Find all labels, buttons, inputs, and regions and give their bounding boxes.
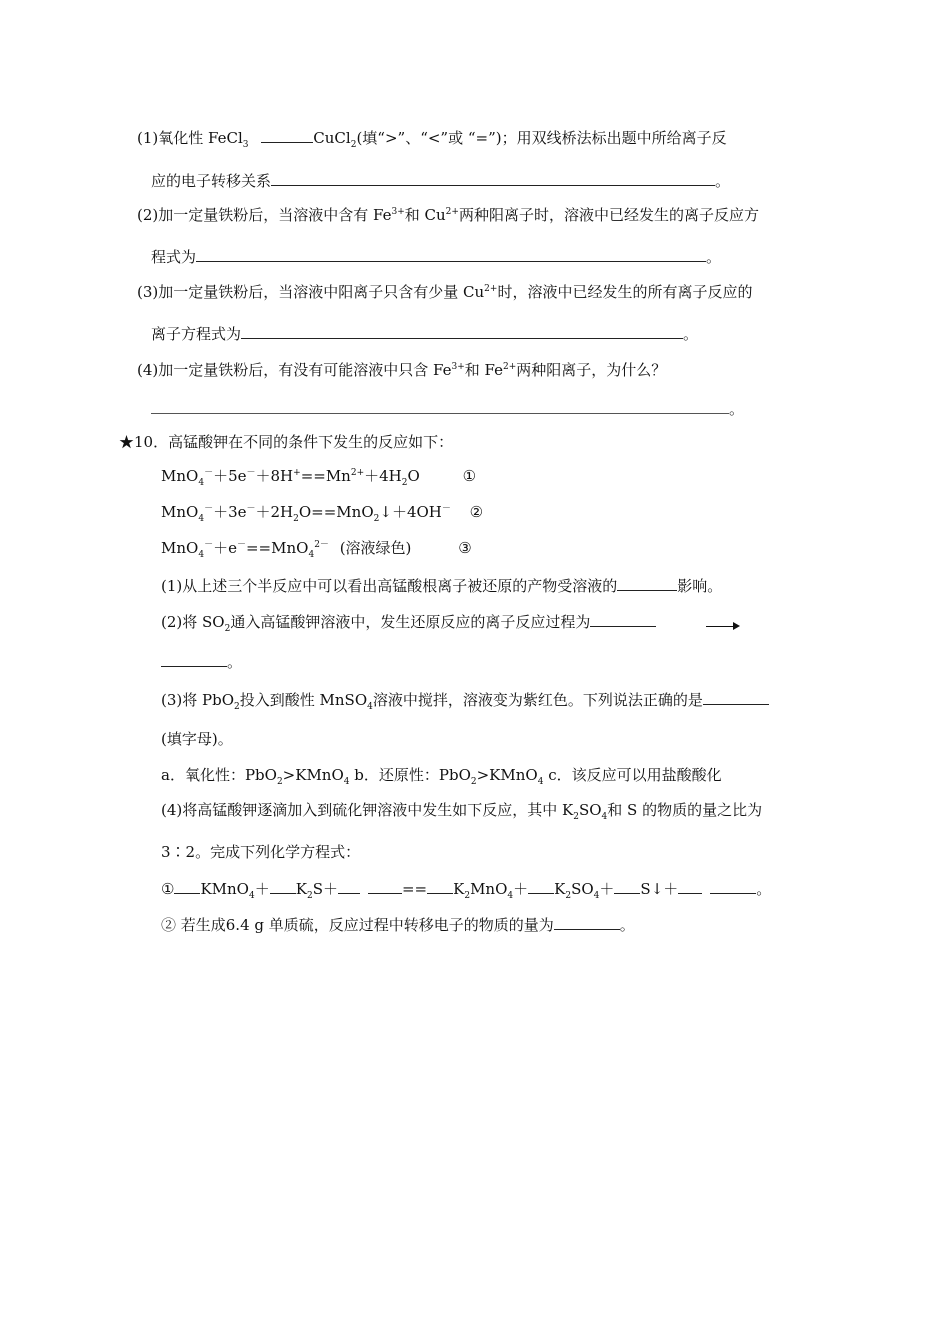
q9-part3-line1: (3)加一定量铁粉后，当溶液中阳离子只含有少量 $Cu^{2+}$时，溶液中已经发生的所有离子反应的: [137, 283, 753, 301]
equation-3: MnO$_4$－＋e－==MnO$_4^{2-}$ (溶液绿色) ③: [161, 539, 472, 560]
coef-blank[interactable]: [174, 878, 200, 894]
q10-sub3: (3)将 PbO$_2$投入到酸性 MnSO$_4$溶液中搅拌，溶液变为紫红色。下列说法正确的是: [161, 689, 769, 710]
q10-sub2: (2)将 $SO_2$通入高锰酸钾溶液中，发生还原反应的离子反应过程为: [161, 611, 656, 632]
q9-part4-line1: (4)加一定量铁粉后，有没有可能溶液中只含 $Fe^{3+}$和 $Fe^{2+}$两种阳离子，为什么？: [137, 361, 667, 379]
coef-blank[interactable]: [338, 878, 360, 894]
coef-blank[interactable]: [614, 878, 640, 894]
equation-2: $MnO_4^-+3e^-+2H_2O==MnO_2↓+4OH^-$ ②: [161, 503, 484, 524]
answer-blank[interactable]: [617, 575, 677, 591]
answer-blank[interactable]: [161, 651, 227, 667]
q9-part3-line2: 离子方程式为 。: [151, 325, 699, 343]
reaction-arrow: [706, 626, 738, 627]
q9-part4-line2: 。: [151, 398, 744, 419]
q10-sub2-cont: 。: [161, 651, 242, 672]
q10-sub5: ② 若生成6.4 g 单质硫，反应过程中转移电子的物质的量为 。: [161, 916, 635, 934]
coef-blank[interactable]: [427, 878, 453, 894]
blank[interactable]: [261, 127, 313, 143]
equation-number: ①: [462, 467, 477, 485]
coef-blank[interactable]: [528, 878, 554, 894]
answer-blank[interactable]: [554, 914, 620, 930]
q10-sub4: (4)将高锰酸钾逐滴加入到硫化钾溶液中发生如下反应，其中 $K_2SO_4$和 S 的物质的量之比为: [161, 801, 763, 822]
q10-sub3-cont: (填字母)。: [161, 730, 233, 748]
answer-blank[interactable]: [151, 398, 729, 414]
coef-blank[interactable]: [678, 878, 702, 894]
q10-sub4-cont: 3∶2。完成下列化学方程式：: [161, 843, 361, 861]
answer-blank[interactable]: [196, 246, 706, 262]
coef-blank[interactable]: [270, 878, 296, 894]
q9-part2-line1: (2)加一定量铁粉后，当溶液中含有 $Fe^{3+}$和 $Cu^{2+}$两种阳离子时，溶液中已经发生的离子反应方: [137, 206, 759, 224]
answer-blank[interactable]: [703, 689, 769, 705]
answer-blank[interactable]: [241, 323, 683, 339]
q10-sub1: (1)从上述三个半反应中可以看出高锰酸根离子被还原的产物受溶液的 影响。: [161, 577, 723, 595]
equation-number: ②: [469, 503, 484, 521]
q9-part1-line1: (1)氧化性 FeCl$_3$ CuCl$_2$(填“>”、“<”或 “=”)；用双线桥法标出题中所给离子反: [137, 129, 727, 150]
equation-number: ③: [458, 539, 472, 557]
species-blank[interactable]: [368, 878, 402, 894]
balance-equation: ① KMnO$_4$＋ $K_2S+ == K_2MnO_4+ K_2SO_4+$ S↓＋ 。: [161, 880, 772, 901]
answer-blank[interactable]: [271, 170, 715, 186]
q9-part2-line2: 程式为 。: [151, 248, 722, 266]
q10-options: a．氧化性：PbO$_2$>KMnO$_4$ b．还原性：PbO$_2$>KMnO$_4$ c．该反应可以用盐酸酸化: [161, 766, 722, 787]
answer-blank[interactable]: [590, 611, 656, 627]
equation-1: $MnO_4^-+5e^-+8H^+==Mn^{2+}+4H_2O$ ①: [161, 467, 477, 488]
q9-part1-line2: 应的电子转移关系 。: [151, 172, 731, 190]
species-blank[interactable]: [710, 878, 756, 894]
q10-title: ★10．高锰酸钾在不同的条件下发生的反应如下：: [119, 433, 454, 451]
